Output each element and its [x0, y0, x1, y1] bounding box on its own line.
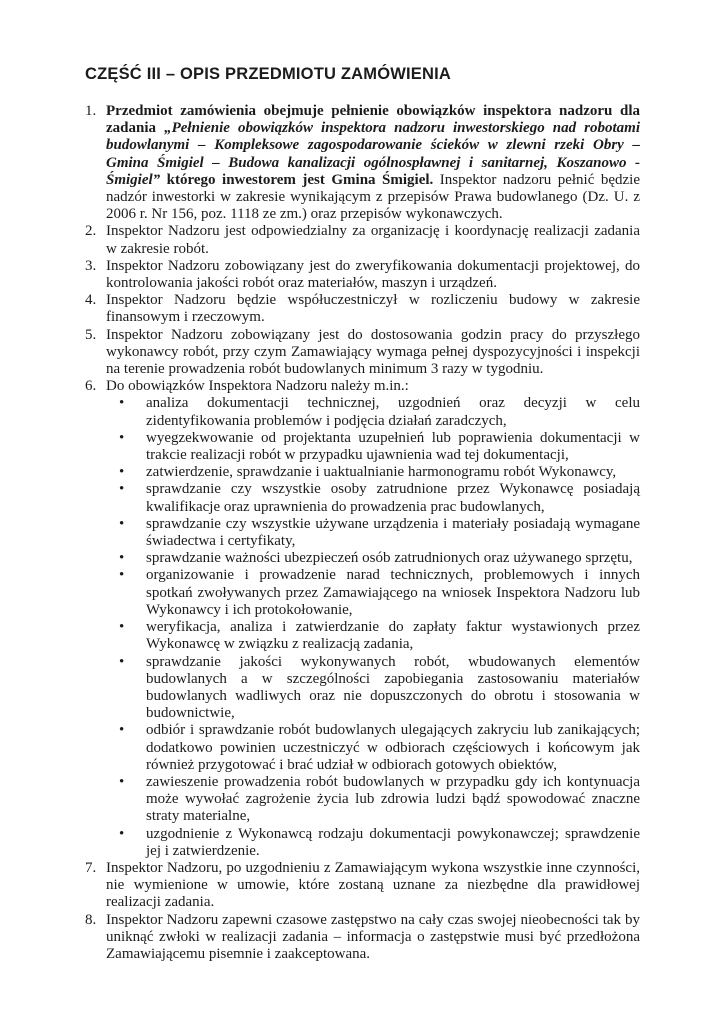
item-number: 6.	[85, 378, 97, 395]
item-body	[106, 223, 640, 257]
bullet-item: • uzgodnienie z Wykonawcą rodzaju dokumentacji powykonawczej; sprawdzenie jej i zatwierdzenie.	[119, 826, 640, 860]
item-number: 2.	[85, 223, 97, 240]
bullet-item: • weryfikacja, analiza i zatwierdzanie do zapłaty faktur wystawionych przez Wykonawcę w związku z realizacją zadania,	[119, 619, 640, 653]
item-body	[106, 378, 640, 860]
item-body	[106, 103, 640, 223]
bullet-item: • organizowanie i prowadzenie narad technicznych, problemowych i innych spotkań zwoływanych przez Zamawiającego na wniosek Inspektora Nadzoru lub Wykonawcy i ich protokołowanie,	[119, 567, 640, 619]
item-body	[106, 258, 640, 292]
item-number: 3.	[85, 257, 97, 274]
numbered-item-list	[85, 103, 640, 963]
item-text	[106, 327, 640, 379]
bullet-item: • odbiór i sprawdzanie robót budowlanych ulegających zakryciu lub zanikających; dodatkowo powinien uczestniczyć w odbiorach częściowych i końcowym jak również przygotować i brać udział w odbiorach gotowych obiektów,	[119, 722, 640, 774]
bullet-item: • sprawdzanie czy wszystkie używane urządzenia i materiały posiadają wymagane świadectwa i certyfikaty,	[119, 516, 640, 550]
list-item	[85, 292, 640, 326]
bullet-item: • sprawdzanie czy wszystkie osoby zatrudnione przez Wykonawcę posiadają kwalifikacje oraz uprawnienia do prowadzenia prac budowlanych,	[119, 481, 640, 515]
item-number: 5.	[85, 326, 97, 343]
item-number: 8.	[85, 911, 97, 928]
item-body	[106, 912, 640, 964]
item-text	[106, 103, 640, 223]
item-text	[106, 292, 640, 326]
bullet-item: • wyegzekwowanie od projektanta uzupełnień lub poprawienia dokumentacji w trakcie realizacji robót w przypadku ujawnienia wad tej dokumentacji,	[119, 430, 640, 464]
list-item	[85, 327, 640, 379]
text-segment: Do obowiązków Inspektora Nadzoru należy m.in.:	[106, 378, 409, 395]
bullet-item: • zatwierdzenie, sprawdzanie i uaktualnianie harmonogramu robót Wykonawcy,	[119, 464, 640, 481]
text-segment: Przedmiot zamówienia obejmuje pełnienie obowiązków inspektora nadzoru dla zadania	[106, 103, 640, 137]
list-item	[85, 258, 640, 292]
item-number: 7.	[85, 859, 97, 876]
bullet-item: • zawieszenie prowadzenia robót budowlanych w przypadku gdy ich kontynuacja może wywołać zagrożenie życia lub zdrowia ludzi bądź spowodować znaczne straty materialne,	[119, 774, 640, 826]
list-item	[85, 912, 640, 964]
item-body	[106, 860, 640, 912]
bullet-item: • sprawdzanie ważności ubezpieczeń osób zatrudnionych oraz używanego sprzętu,	[119, 550, 640, 567]
item-body	[106, 327, 640, 379]
text-segment: Inspektor Nadzoru zapewni czasowe zastępstwo na cały czas swojej nieobecności tak by uniknąć zwłoki w realizacji zadania – informacja o zastępstwie musi być przedłożona Zamawiającemu pisemnie i zaakceptowana.	[106, 911, 640, 962]
list-item	[85, 103, 640, 223]
list-item	[85, 223, 640, 257]
text-segment: Inspektor Nadzoru jest odpowiedzialny za organizację i koordynację realizacji zadania w zakresie robót.	[106, 223, 640, 257]
item-text	[106, 912, 640, 964]
text-segment: Inspektor Nadzoru zobowiązany jest do dostosowania godzin pracy do przyszłego wykonawcy robót, przy czym Zamawiający wymaga pełnej dyspozycyjności i inspekcji na terenie prowadzenia robót budowlanych minimum 3 razy w tygodniu.	[106, 326, 640, 378]
bullet-list	[106, 395, 640, 859]
item-number: 1.	[85, 103, 97, 119]
list-item	[85, 860, 640, 912]
item-number: 4.	[85, 292, 97, 309]
text-segment: Inspektor nadzoru pełnić będzie nadzór inwestorki w zakresie wynikającym z przepisów Prawa budowlanego (Dz. U. z 2006 r. Nr 156, poz. 1118 ze zm.) oraz przepisów wykonawczych.	[106, 171, 640, 223]
list-item	[85, 378, 640, 860]
item-text	[106, 378, 640, 395]
item-body	[106, 292, 640, 326]
bullet-item: • analiza dokumentacji technicznej, uzgodnień oraz decyzji w celu zidentyfikowania problemów i podjęcia działań zaradczych,	[119, 395, 640, 429]
document-heading: CZĘŚĆ III – OPIS PRZEDMIOTU ZAMÓWIENIA	[85, 65, 452, 83]
text-segment: którego inwestorem jest Gmina Śmigiel.	[160, 171, 440, 188]
item-text	[106, 860, 640, 912]
item-text	[106, 258, 640, 292]
text-segment: „Pełnienie obowiązków inspektora nadzoru inwestorskiego nad robotami budowlanymi – Kompleksowe zagospodarowanie ścieków w zlewni rzeki Obry – Gmina Śmigiel – Budowa kanalizacji ogólnospławnej i sanitarnej, Koszanowo - Śmigiel”	[106, 120, 640, 188]
text-segment: Inspektor Nadzoru, po uzgodnieniu z Zamawiającym wykona wszystkie inne czynności, nie wymienione w umowie, które zostaną uznane za niezbędne dla prawidłowej realizacji zadania.	[106, 859, 640, 911]
text-segment: Inspektor Nadzoru zobowiązany jest do zweryfikowania dokumentacji projektowej, do kontrolowania jakości robót oraz materiałów, maszyn i urządzeń.	[106, 257, 640, 292]
text-segment: Inspektor Nadzoru będzie współuczestniczył w rozliczeniu budowy w zakresie finansowym i rzeczowym.	[106, 292, 640, 326]
bullet-item: • sprawdzanie jakości wykonywanych robót, wbudowanych elementów budowlanych a w szczególności zapobiegania zastosowaniu materiałów budowlanych wadliwych oraz nie dopuszczonych do obrotu i stosowania w budownictwie,	[119, 654, 640, 723]
item-text	[106, 223, 640, 257]
